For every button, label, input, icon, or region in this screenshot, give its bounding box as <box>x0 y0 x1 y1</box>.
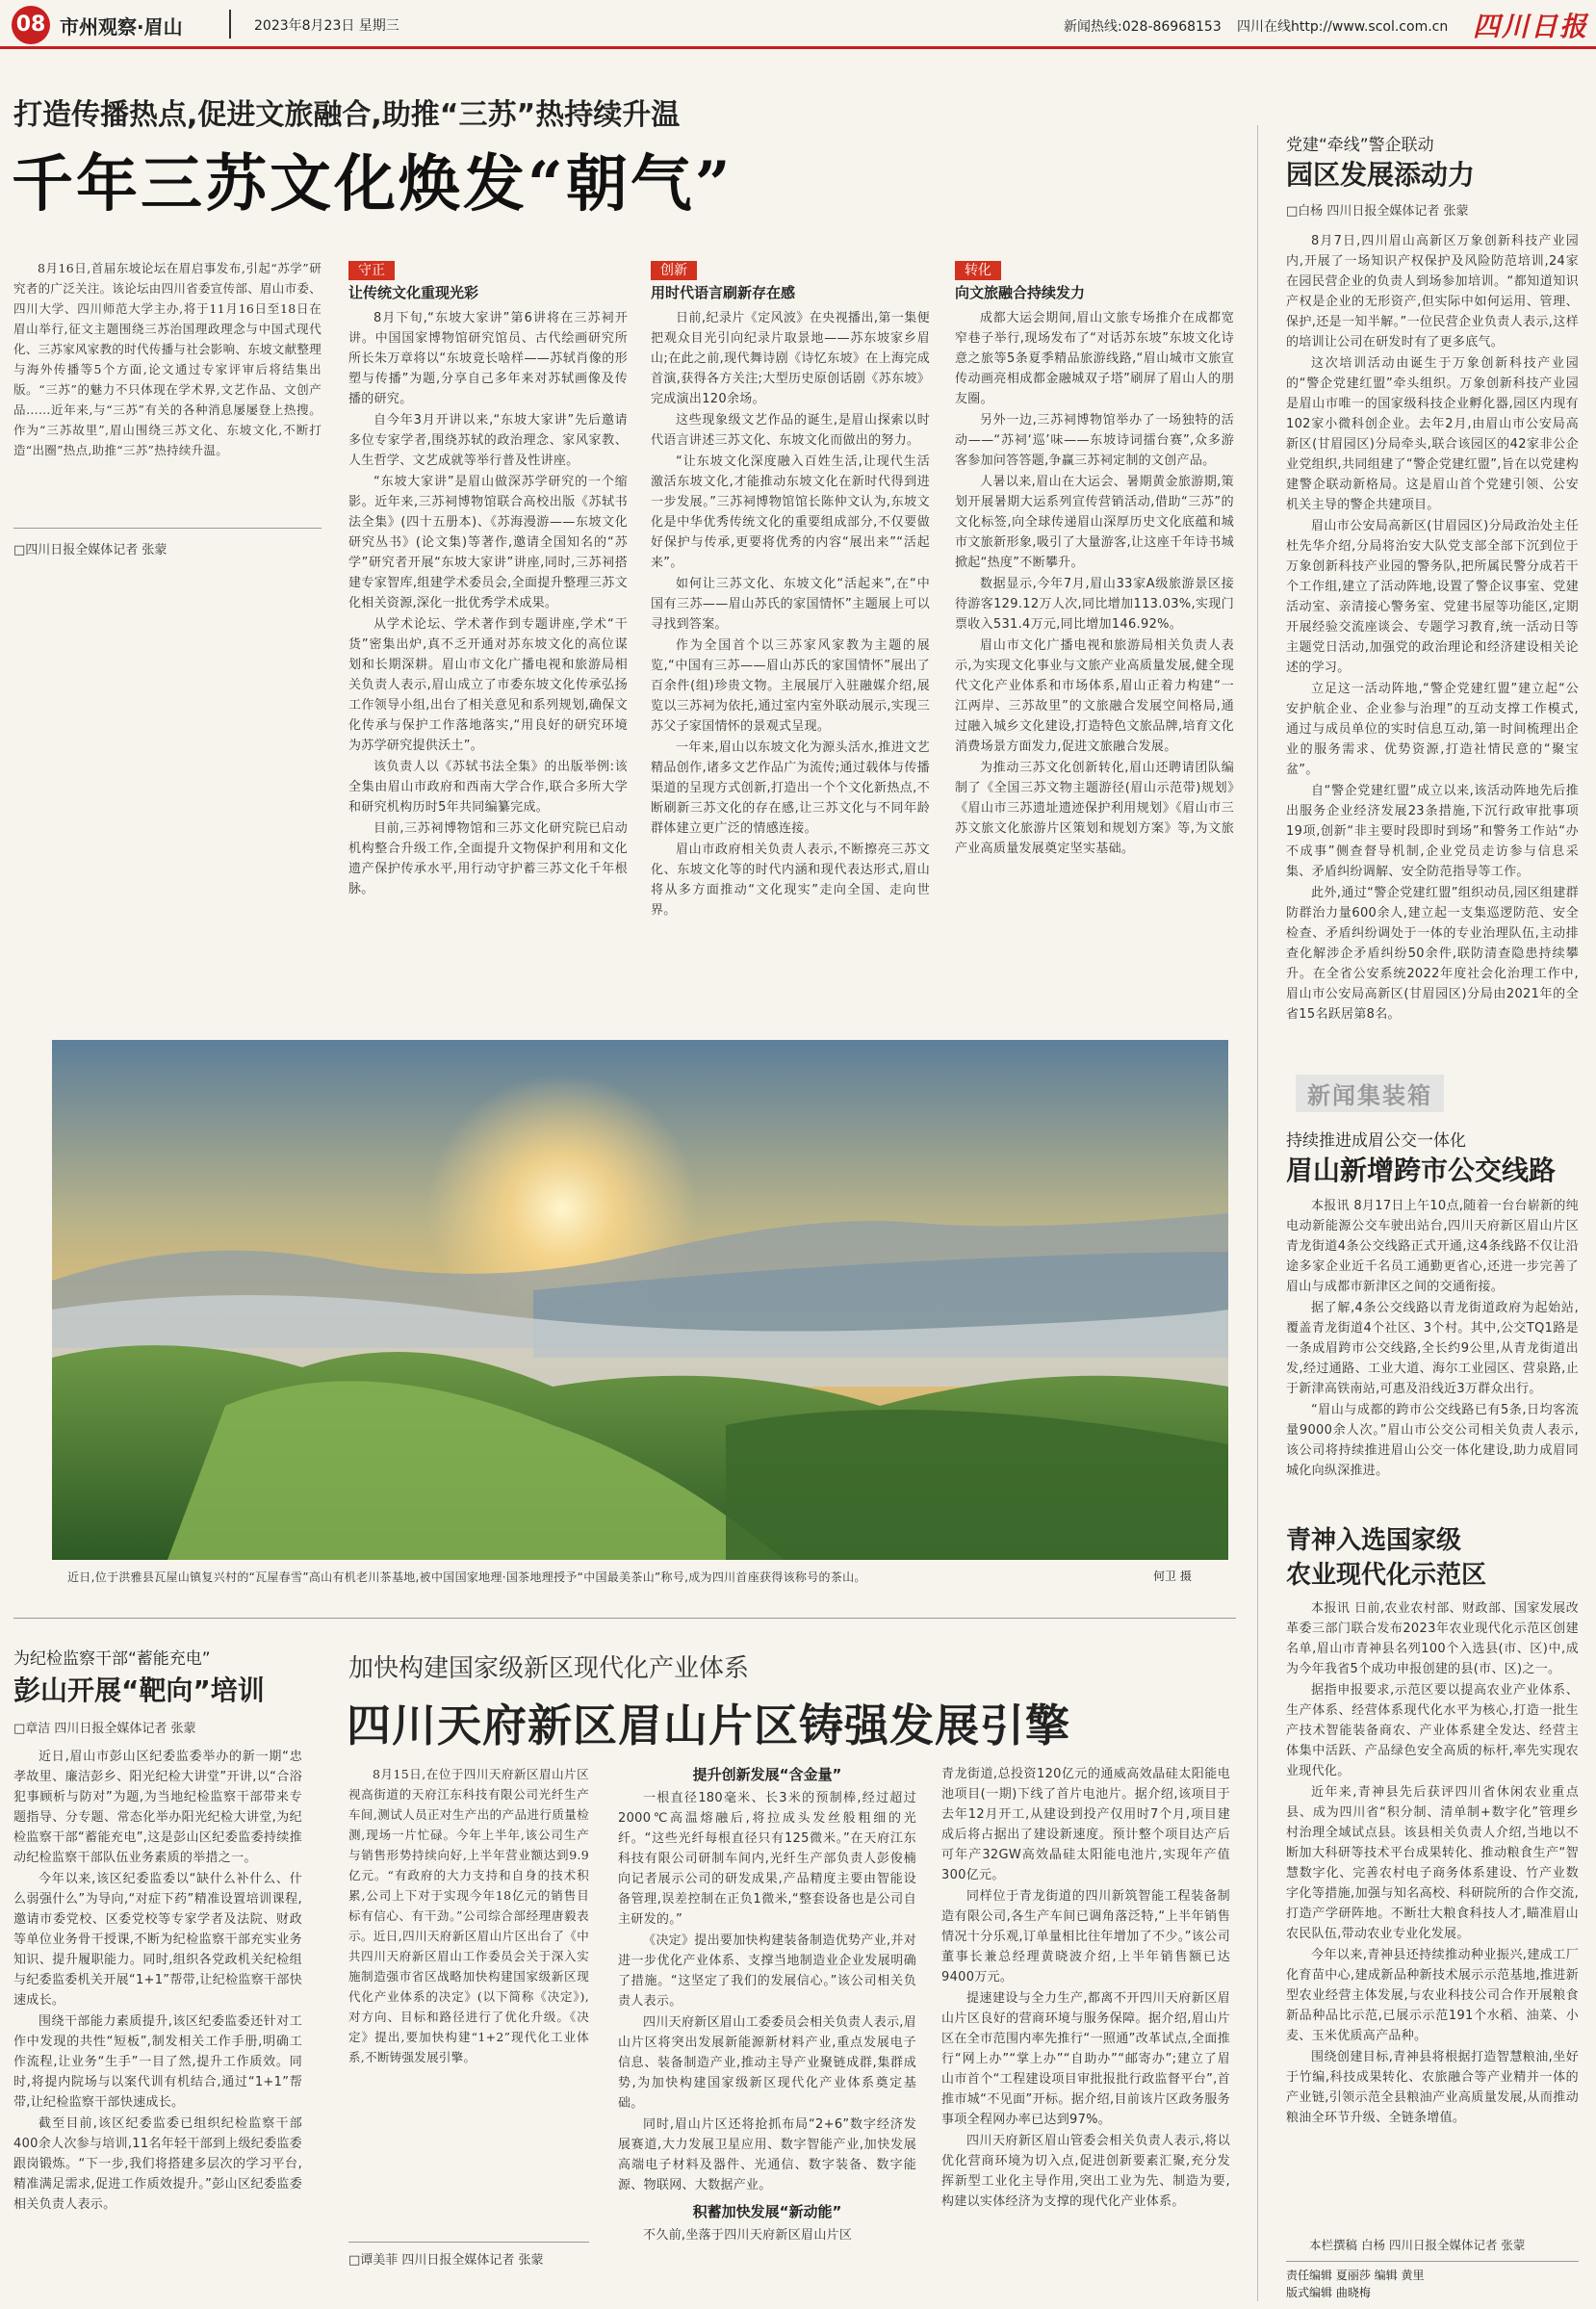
landscape-photo <box>52 1040 1228 1560</box>
header-divider <box>229 10 231 39</box>
section-tag-3: 转化 <box>955 261 1001 280</box>
photo-credit: 何卫 摄 <box>1153 1570 1192 1583</box>
bottom-main-intro: 8月15日,在位于四川天府新区眉山片区视高街道的天府江东科技有限公司光纤生产车间,测试人员正对生产出的产品进行质量检测,现场一片忙碌。今年上半年,该公司生产与销售形势持续向好,上半年营业额达到9.9亿元。“有政府的大力支持和自身的技术积累,公司上下对于实现今年18亿元的销售目标有信心、有干劲。”公司综合部经理唐毅表示。近日,四川天府新区眉山片区出台了《中共四川天府新区眉山工作委员会关于深入实施制造强市省区战略加快构建国家级新区现代化产业体系的决定》(以下简称《决定》),对方向、目标和路径进行了优化升级。《决定》提出,要加快构建“1+2”现代化工业体系,不断铸强发展引擎。 <box>348 1767 589 2064</box>
section-body-3: 成都大运会期间,眉山文旅专场推介在成都宽窄巷子举行,现场发布了“对话苏东坡”东坡文化诗意之旅等5条夏季精品旅游线路,“眉山城市文旅宣传动画亮相成都金融城双子塔”刷屏了眉山人的朋友圈。 另外一边,三苏祠博物馆举办了一场独特的活动——“苏祠‘巡’味——东坡诗词擂台赛”,众多游客参加问答答题,争赢三苏祠定制的文创产品。 人暑以来,眉山在大运会、暑期黄金旅游期,策划开展暑期大运系列宣传营销活动,借助“三苏”的文化标签,向全球传递眉山深厚历史文化底蕴和城市文旅新形象,吸引了大量游客,让这座千年诗书城掀起“热度”不断攀升。 数据显示,今年7月,眉山33家A级旅游景区接待游客129.12万人次,同比增加113.03%,实现门票收入531.4万元,同比增加146.92%。 眉山市文化广播电视和旅游局相关负责人表示,为实现文化事业与文旅产业高质量发展,健全现代文化产业体系和市场体系,眉山正着力构建“一江两岸、三苏故里”的文旅融合发展空间格局,通过融入城乡文化建设,打造特色文旅品牌,培育文化消费场景方面发力,促进文旅融合发展。 为推动三苏文化创新转化,眉山还聘请团队编制了《全国三苏文物主题游径(眉山示范带)规划》《眉山市三苏遗址遗迹保护利用规划》《眉山市三苏文旅文化旅游片区策划和规划方案》等,为文旅产业高质量发展奠定坚实基础。 <box>955 311 1234 856</box>
right-story1-headline: 园区发展添动力 <box>1286 159 1476 191</box>
masthead-logo: 四川日报 <box>1473 11 1589 42</box>
right-story2-kicker: 持续推进成眉公交一体化 <box>1286 1131 1466 1151</box>
section-body-2: 日前,纪录片《定风波》在央视播出,第一集便把观众目光引向纪录片取景地——苏东坡家乡眉山;在此之前,现代舞诗剧《诗忆东坡》在上海完成首演,获得各方关注;大型历史原创话剧《苏东坡》完成演出120余场。 这些现象级文艺作品的诞生,是眉山探索以时代语言讲述三苏文化、东坡文化而做出的努力。 “让东坡文化深度融入百姓生活,让现代生活激活东坡文化,才能推动东坡文化在新时代得到进一步发展。”三苏祠博物馆馆长陈仲文认为,东坡文化是中华优秀传统文化的重要组成部分,不仅要做好保护与传承,更要将优秀的内容“展出来”“活起来”。 如何让三苏文化、东坡文化“活起来”,在“中国有三苏——眉山苏氏的家国情怀”主题展上可以寻找到答案。 作为全国首个以三苏家风家教为主题的展览,“中国有三苏——眉山苏氏的家国情怀”展出了百余件(组)珍贵文物。主展展厅入驻融媒介绍,展览以三苏祠为依托,通过室内室外联动展示,实现三苏父子家国情怀的景观式呈现。 一年来,眉山以东坡文化为源头活水,推进文艺精品创作,诸多文艺作品广为流传;通过载体与传播渠道的呈现方式创新,打造出一个个文化新热点,不断刷新三苏文化的存在感,让三苏文化与不同年龄群体建立更广泛的情感连接。 眉山市政府相关负责人表示,不断擦亮三苏文化、东坡文化等的时代内涵和现代表达形式,眉山将从多方面推动“文化现实”走向全国、走向世界。 <box>651 311 930 918</box>
bottom-main-byline: □谭美菲 四川日报全媒体记者 张蒙 <box>348 2253 544 2268</box>
bottom-col2-body: 一根直径180毫米、长3米的预制棒,经过超过2000℃高温熔融后,将拉成头发丝般粗细的光纤。“这些光纤每根直径只有125微米。”在天府江东科技有限公司研制车间内,光纤生产部负责人彭俊楠向记者展示公司的研发成果,产品精度主要由智能设备管理,误差控制在正负1微米,“整套设备也是公司自主研发的。” 《决定》提出要加快构建装备制造优势产业,并对进一步优化产业体系、支撑当地制造业企业发展明确了措施。“这坚定了我们的发展信心。”该公司相关负责人表示。 四川天府新区眉山工委委员会相关负责人表示,眉山片区将突出发展新能源新材料产业,重点发展电子信息、装备制造产业,推动主导产业聚链成群,集群成势,为加快构建国家级新区现代化产业体系奠定基础。 同时,眉山片区还将抢抓布局“2+6”数字经济发展赛道,大力发展卫星应用、数字智能产业,加快发展高端电子材料及器件、光通信、数字装备、数字能源、物联网、大数据产业。 <box>618 1791 916 2192</box>
intro-rule <box>13 528 322 529</box>
lead-column-1 <box>348 260 628 900</box>
header-rule <box>0 46 1596 49</box>
lead-headline: 千年三苏文化焕发“朝气” <box>12 148 734 221</box>
bottom-subhead-1: 提升创新发展“含金量” <box>692 1766 842 1783</box>
section-title: 市州观察·眉山 <box>60 15 183 39</box>
website-link[interactable]: 四川在线http://www.scol.com.cn <box>1237 19 1449 35</box>
section-tag-1: 守正 <box>348 261 395 280</box>
right-story1-byline: □白杨 四川日报全媒体记者 张蒙 <box>1286 204 1469 219</box>
bottom-main-headline: 四川天府新区眉山片区铸强发展引擎 <box>347 1699 1070 1751</box>
bottom-subhead-2: 积蓄加快发展“新动能” <box>692 2203 842 2220</box>
section-body-1: 8月下旬,“东坡大家讲”第6讲将在三苏祠开讲。中国国家博物馆研究馆员、古代绘画研究所所长朱万章将以“东坡竟长啥样——苏轼肖像的形塑与传播”为题,分享自己多年来对苏轼画像及传播的研究。 自今年3月开讲以来,“东坡大家讲”先后邀请多位专家学者,围绕苏轼的政治理念、家风家教、人生哲学、文艺成就等举行普及性讲座。 “东坡大家讲”是眉山做深苏学研究的一个缩影。近年来,三苏祠博物馆联合高校出版《苏轼书法全集》(四十五册本)、《苏海漫游——东坡文化研究丛书》(论文集)等著作,邀请全国知名的“苏学”研究者开展“东坡大家讲”讲座,同时,三苏祠搭建专家智库,组建学术委员会,全面提升整理三苏文化相关资源,深化一批优秀学术成果。 从学术论坛、学术著作到专题讲座,学术“干货”密集出炉,真不乏开通对苏东坡文化的高位谋划和长期深耕。眉山市文化广播电视和旅游局相关负责人表示,眉山成立了市委东坡文化传承弘扬工作领导小组,出台了相关意见和系列规划,确保文化传承与保护工作落地落实,“用良好的研究环境为苏学研究提供沃土”。 该负责人以《苏轼书法全集》的出版举例:该全集由眉山市政府和西南大学合作,联合多所大学和研究机构历时5年共同编纂完成。 目前,三苏祠博物馆和三苏文化研究院已启动机构整合升级工作,全面提升文物保护利用和文化遗产保护传承水平,用行动守护蓄三苏文化千年根脉。 <box>348 311 628 896</box>
lead-column-3 <box>955 260 1234 860</box>
bottom-left-body: 近日,眉山市彭山区纪委监委举办的新一期“忠孝故里、廉洁彭乡、阳光纪检大讲堂”开讲,以“合浴犯事顾析与防对”为题,为当地纪检监察干部带来专题指导、分专题、常态化举办阳光纪检大讲堂,为纪检监察干部“蓄能充电”,这是彭山区纪委监委持续推动纪检监察干部队伍业务素质的举措之一。 今年以来,该区纪委监委以“缺什么补什么、什么弱强什么”为导向,“对症下药”精准设置培训课程,邀请市委党校、区委党校等专家学者及法院、财政等单位业务骨干授课,不断为纪检监察干部充实业务知识、提升履职能力。同时,组织各党政机关纪检组与纪委监委机关开展“1+1”帮带,让纪检监察干部快速成长。 围绕干部能力素质提升,该区纪委监委还针对工作中发现的共性“短板”,制发相关工作手册,明确工作流程,让业务“生手”一目了然,提升工作质效。同时,将提内院场与以案代训有机结合,通过“1+1”帮带,让纪检监察干部快速成长。 截至目前,该区纪委监委已组织纪检监察干部400余人次参与培训,11名年轻干部到上级纪委监委跟岗锻炼。“下一步,我们将搭建多层次的学习平台,精准满足需求,促进工作质效提升。”彭山区纪委监委相关负责人表示。 <box>13 1750 302 2212</box>
news-hotline: 新闻热线:028-86968153 <box>1064 19 1222 35</box>
bottom-left-byline: □章洁 四川日报全媒体记者 张蒙 <box>13 1722 196 1736</box>
section-subhead-3: 向文旅融合持续发力 <box>955 284 1086 301</box>
right-story3-byline: 本栏撰稿 白杨 四川日报全媒体记者 张蒙 <box>1309 2238 1526 2252</box>
lead-column-2 <box>651 260 930 921</box>
lead-intro: 8月16日,首届东坡论坛在眉启事发布,引起“苏学”研究者的广泛关注。该论坛由四川省委宣传部、眉山市委、四川大学、四川师范大学主办,将于11月16日至18日在眉山举行,征文主题围绕三苏治国理政理念与中国式现代化、三苏家风家教的时代传播与社会影响、东坡文献整理与海外传播等5个方面,论文通过专家评审后将结集出版。“三苏”的魅力不只体现在学术界,文艺作品、文创产品……近年来,与“三苏”有关的各种消息屡屡登上热搜。作为“三苏故里”,眉山围绕三苏文化、东坡文化,不断打造“出圈”热点,助推“三苏”热持续升温。 <box>13 261 322 457</box>
lead-kicker: 打造传播热点,促进文旅融合,助推“三苏”热持续升温 <box>13 98 681 132</box>
bottom-main-column-3: 青龙街道,总投资120亿元的通威高效晶硅太阳能电池项目(一期)下线了首片电池片。据介绍,该项目于去年12月开工,从建设到投产仅用时7个月,项目建成后将占据出了建设新速度。预计整个项目达产后可年产32GW高效晶硅太阳能电池片,实现年产值300亿元。 同样位于青龙街道的四川新筑智能工程装备制造有限公司,各生产车间已调角落泛特,“上半年销售情况十分乐观,订单量相比往年增加了不少。”该公司董事长兼总经理黄晓波介绍,上半年销售额已达9400万元。 提速建设与全力生产,都离不开四川天府新区眉山片区良好的营商环境与服务保障。据介绍,眉山片区在全市范围内率先推行“一照通”改革试点,全面推行“网上办”“掌上办”“自助办”“邮寄办”;建立了眉山市首个“工程建设项目审批报批行政监督平台”,首推市城“不见面”开标。据介绍,目前该片区政务服务事项全程网办率已达到97%。 四川天府新区眉山管委会相关负责人表示,将以优化营商环境为切入点,促进创新要素汇聚,充分发挥新型工业化主导作用,突出工业为先、制造为要,构建以实体经济为支撑的现代化产业体系。 <box>941 1767 1230 2209</box>
lead-byline: □四川日报全媒体记者 张蒙 <box>13 543 167 558</box>
issue-date: 2023年8月23日 星期三 <box>254 18 399 34</box>
right-story2-body: 本报讯 8月17日上午10点,随着一台台崭新的纯电动新能源公交车驶出站台,四川天府新区眉山片区青龙街道4条公交线路正式开通,这4条线路不仅让沿途多家企业近千名员工通勤更省心,还进一步完善了眉山与成都市新津区之间的交通衔接。 据了解,4条公交线路以青龙街道政府为起始站,覆盖青龙街道4个社区、3个村。其中,公交TQ1路是一条成眉跨市公交线路,全长约9公里,从青龙街道出发,经过通路、工业大道、海尔工业园区、营泉路,止于新津高铁南站,可惠及沿线近3万群众出行。 “眉山与成都的跨市公交线路已有5条,日均客流量9000余人次。”眉山市公交公司相关负责人表示,该公司将持续推进眉山公交一体化建设,助力成眉同城化向纵深推进。 <box>1286 1199 1579 1478</box>
bottom-left-kicker: 为纪检监察干部“蓄能充电” <box>13 1649 211 1669</box>
section-tag-2: 创新 <box>651 261 697 280</box>
section-subhead-2: 用时代语言刷新存在感 <box>651 284 796 301</box>
bottom-main-column-2 <box>618 1764 916 2307</box>
right-story1-body: 8月7日,四川眉山高新区万象创新科技产业园内,开展了一场知识产权保护及风险防范培训,24家在园民营企业的负责人到场参加培训。“都知道知识产权是企业的无形资产,但实际中如何运用、管理、保护,还是一知半解。”一位民营企业负责人表示,这样的培训让公司在研发时有了更多底气。 这次培训活动由诞生于万象创新科技产业园的“警企党建红盟”牵头组织。万象创新科技产业园是眉山市唯一的国家级科技企业孵化器,园区内现有102家小微科创企业。去年2月,由眉山市公安局高新区(甘眉园区)分局牵头,联合该园区的42家非公企业党组织,共同组建了“警企党建红盟”,旨在以党建构建警企联动新格局。这是眉山首个党建引领、公安机关主导的警企共建项目。 眉山市公安局高新区(甘眉园区)分局政治处主任杜先华介绍,分局将治安大队党支部全部下沉到位于万象创新科技产业园的警务队,把所属民警分成若干个工作组,建立了活动阵地,设置了警企议事室、党建活动室、亲清接心警务室、党建书屋等功能区,定期开展经验交流座谈会、专题学习教育,统一活动日等主题党日活动,加强党的政治理论和经济建设相关论述的学习。 立足这一活动阵地,“警企党建红盟”建立起“公安护航企业、企业参与治理”的互动支撑工作模式,通过与成员单位的实时信息互动,第一时间梳理出企业的服务需求、优势资源,打造社情民意的“聚宝盆”。 自“警企党建红盟”成立以来,该活动阵地先后推出服务企业经济发展23条措施,下沉行政审批事项19项,创新“非主要时段即时到场”和警务工作站“办不成事”侧查督导机制,企业党员走访参与信息采集、矛盾纠纷调解、安全防范指导等工作。 此外,通过“警企党建红盟”组织动员,园区组建群防群治力量600余人,建立起一支集巡逻防范、安全检查、矛盾纠纷调处于一体的专业治理队伍,主动排查化解涉企矛盾纠纷50余件,联防清查隐患持续攀升。在全省公安系统2022年度社会化治理工作中,眉山市公安局高新区(甘眉园区)分局由2021年的全省15名跃居第8名。 <box>1286 234 1579 1022</box>
bottom-col2-tail: 不久前,坐落于四川天府新区眉山片区 <box>643 2228 853 2243</box>
section-subhead-1: 让传统文化重现光彩 <box>348 284 479 301</box>
editors-rule <box>1286 2261 1579 2262</box>
news-brief-label: 新闻集装箱 <box>1296 1075 1444 1112</box>
bottom-left-headline: 彭山开展“靶向”培训 <box>13 1674 265 1706</box>
right-story3-body: 本报讯 日前,农业农村部、财政部、国家发展改革委三部门联合发布2023年农业现代化示范区创建名单,眉山市青神县名列100个入选县(市、区)中,成为今年我省5个成功申报创建的县(市、区)之一。 据指申报要求,示范区要以提高农业产业体系、生产体系、经营体系现代化水平为核心,打造一批生产技术智能装备商农、产业体系建全发达、经营主体集中活跃、产品绿色安全高质的标杆,率先实现农业现代化。 近年来,青神县先后获评四川省休闲农业重点县、成为四川省“积分制、清单制+数字化”管理乡村治理全域试点县。该县相关负责人介绍,当地以不断加大科研等技术平台成果转化、推动粮食生产“智慧数字化、完善农村电子商务体系建设、竹产业数字化等措施,加强与知名高校、科研院所的合作交流,打造产学研阵地。不断壮大粮食科技人才,瞄准眉山农民队伍,带动农业专业化发展。 今年以来,青神县还持续推动种业振兴,建成工厂化育苗中心,建成新品种新技术展示示范基地,推进新型农业经营主体发展,与农业科技公司合作开展粮食新品种品比示范,已展示示范191个水稻、油菜、小麦、玉米优质高产品种。 围绕创建目标,青神县将根据打造智慧粮油,坐好于竹编,科技成果转化、农旅融合等产业精并一体的产业链,引领示范全县粮油产业高质量发展,从而推动粮油全环节升级、全链条增值。 <box>1286 1601 1579 2125</box>
column-divider <box>1257 125 1258 2301</box>
right-story2-headline: 眉山新增跨市公交线路 <box>1286 1154 1557 1186</box>
right-story3-headline: 青神入选国家级 农业现代化示范区 <box>1286 1526 1487 1590</box>
bottom-main-rule <box>348 2242 589 2243</box>
right-story1-kicker: 党建“牵线”警企联动 <box>1286 136 1434 155</box>
photo-caption: 近日,位于洪雅县瓦屋山镇复兴村的“瓦屋春雪”高山有机老川茶基地,被中国国家地理·国茶地理授予“中国最美茶山”称号,成为四川首座获得该称号的茶山。 <box>67 1570 866 1584</box>
editors-credits: 责任编辑 夏丽莎 编辑 黄里 版式编辑 曲晓梅 <box>1286 2269 1425 2299</box>
tea-mountain-photo <box>52 1040 1228 1560</box>
page-number-badge: 08 <box>12 6 50 44</box>
bottom-main-kicker: 加快构建国家级新区现代化产业体系 <box>348 1654 750 1683</box>
photo-bottom-rule <box>13 1618 1236 1619</box>
